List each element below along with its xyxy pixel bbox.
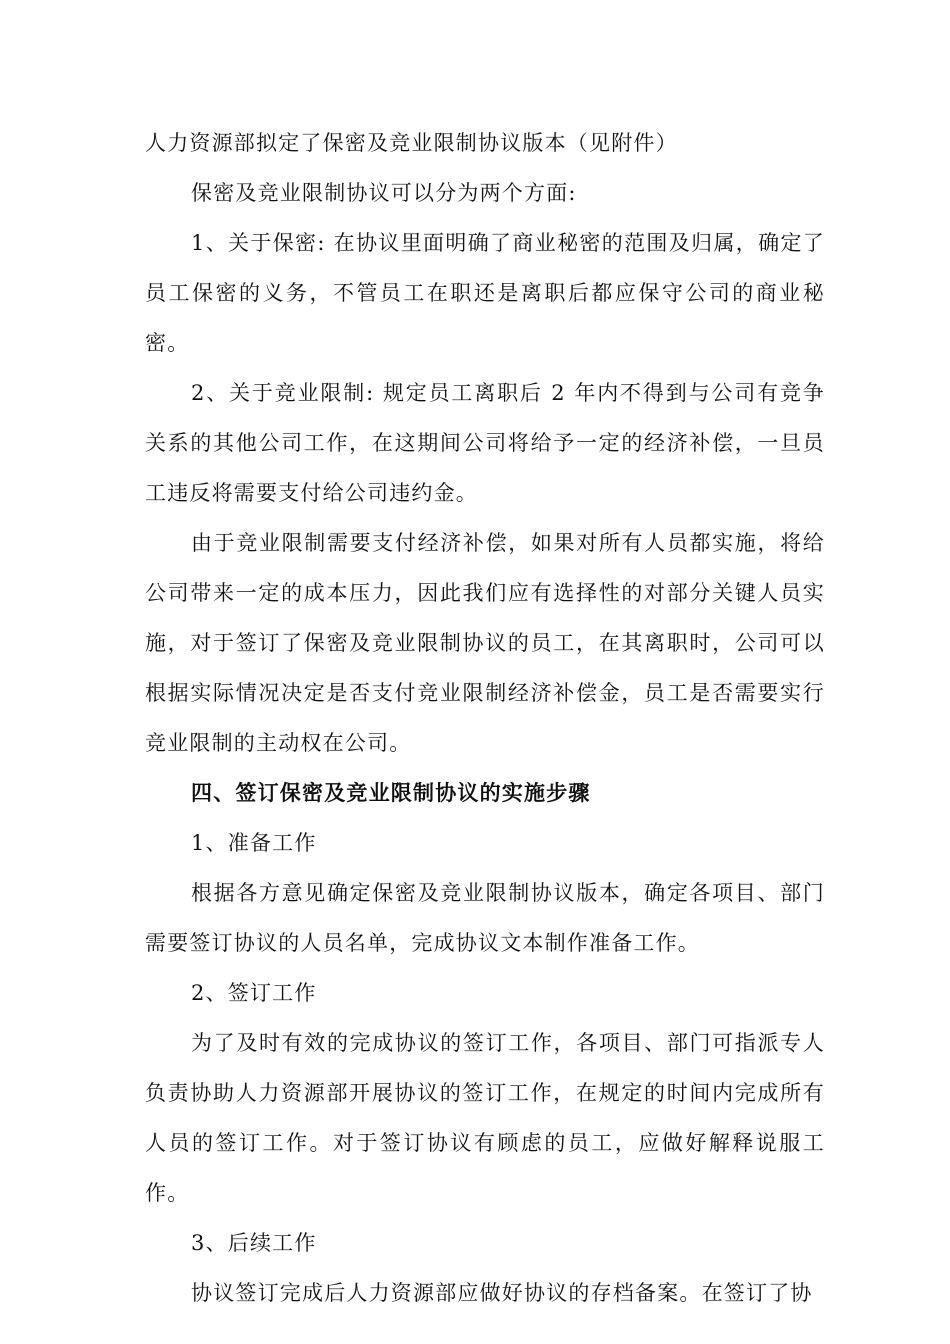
paragraph-preparation: 根据各方意见确定保密及竞业限制协议版本，确定各项目、部门需要签订协议的人员名单，完成协议文本制作准备工作。 (145, 881, 825, 955)
paragraph-attachment-note: 人力资源部拟定了保密及竞业限制协议版本（见附件） (145, 131, 678, 155)
step-heading-preparation: 1、准备工作 (191, 831, 317, 855)
step-heading-follow-up: 3、后续工作 (191, 1231, 317, 1255)
document-body (145, 118, 825, 1318)
paragraph-confidentiality: 1、关于保密: 在协议里面明确了商业秘密的范围及归属，确定了员工保密的义务，不管员工在职还是离职后都应保守公司的商业秘密。 (145, 231, 825, 355)
section-heading-implementation: 四、签订保密及竞业限制协议的实施步骤 (191, 780, 591, 805)
paragraph-signing: 为了及时有效的完成协议的签订工作，各项目、部门可指派专人负责协助人力资源部开展协议的签订工作，在规定的时间内完成所有人员的签订工作。对于签订协议有顾虑的员工，应做好解释说服工作。 (145, 1031, 825, 1205)
paragraph-compensation: 由于竞业限制需要支付经济补偿，如果对所有人员都实施，将给公司带来一定的成本压力，因此我们应有选择性的对部分关键人员实施，对于签订了保密及竞业限制协议的员工，在其离职时，公司可以根据实际情况决定是否支付竞业限制经济补偿金，员工是否需要实行竞业限制的主动权在公司。 (145, 531, 825, 755)
paragraph-follow-up: 协议签订完成后人力资源部应做好协议的存档备案。在签订了协 (191, 1281, 813, 1305)
step-heading-signing: 2、签订工作 (191, 981, 317, 1005)
paragraph-two-aspects: 保密及竞业限制协议可以分为两个方面: (191, 181, 577, 205)
paragraph-non-compete: 2、关于竞业限制: 规定员工离职后 2 年内不得到与公司有竞争关系的其他公司工作，在这期间公司将给予一定的经济补偿，一旦员工违反将需要支付给公司违约金。 (145, 381, 825, 505)
